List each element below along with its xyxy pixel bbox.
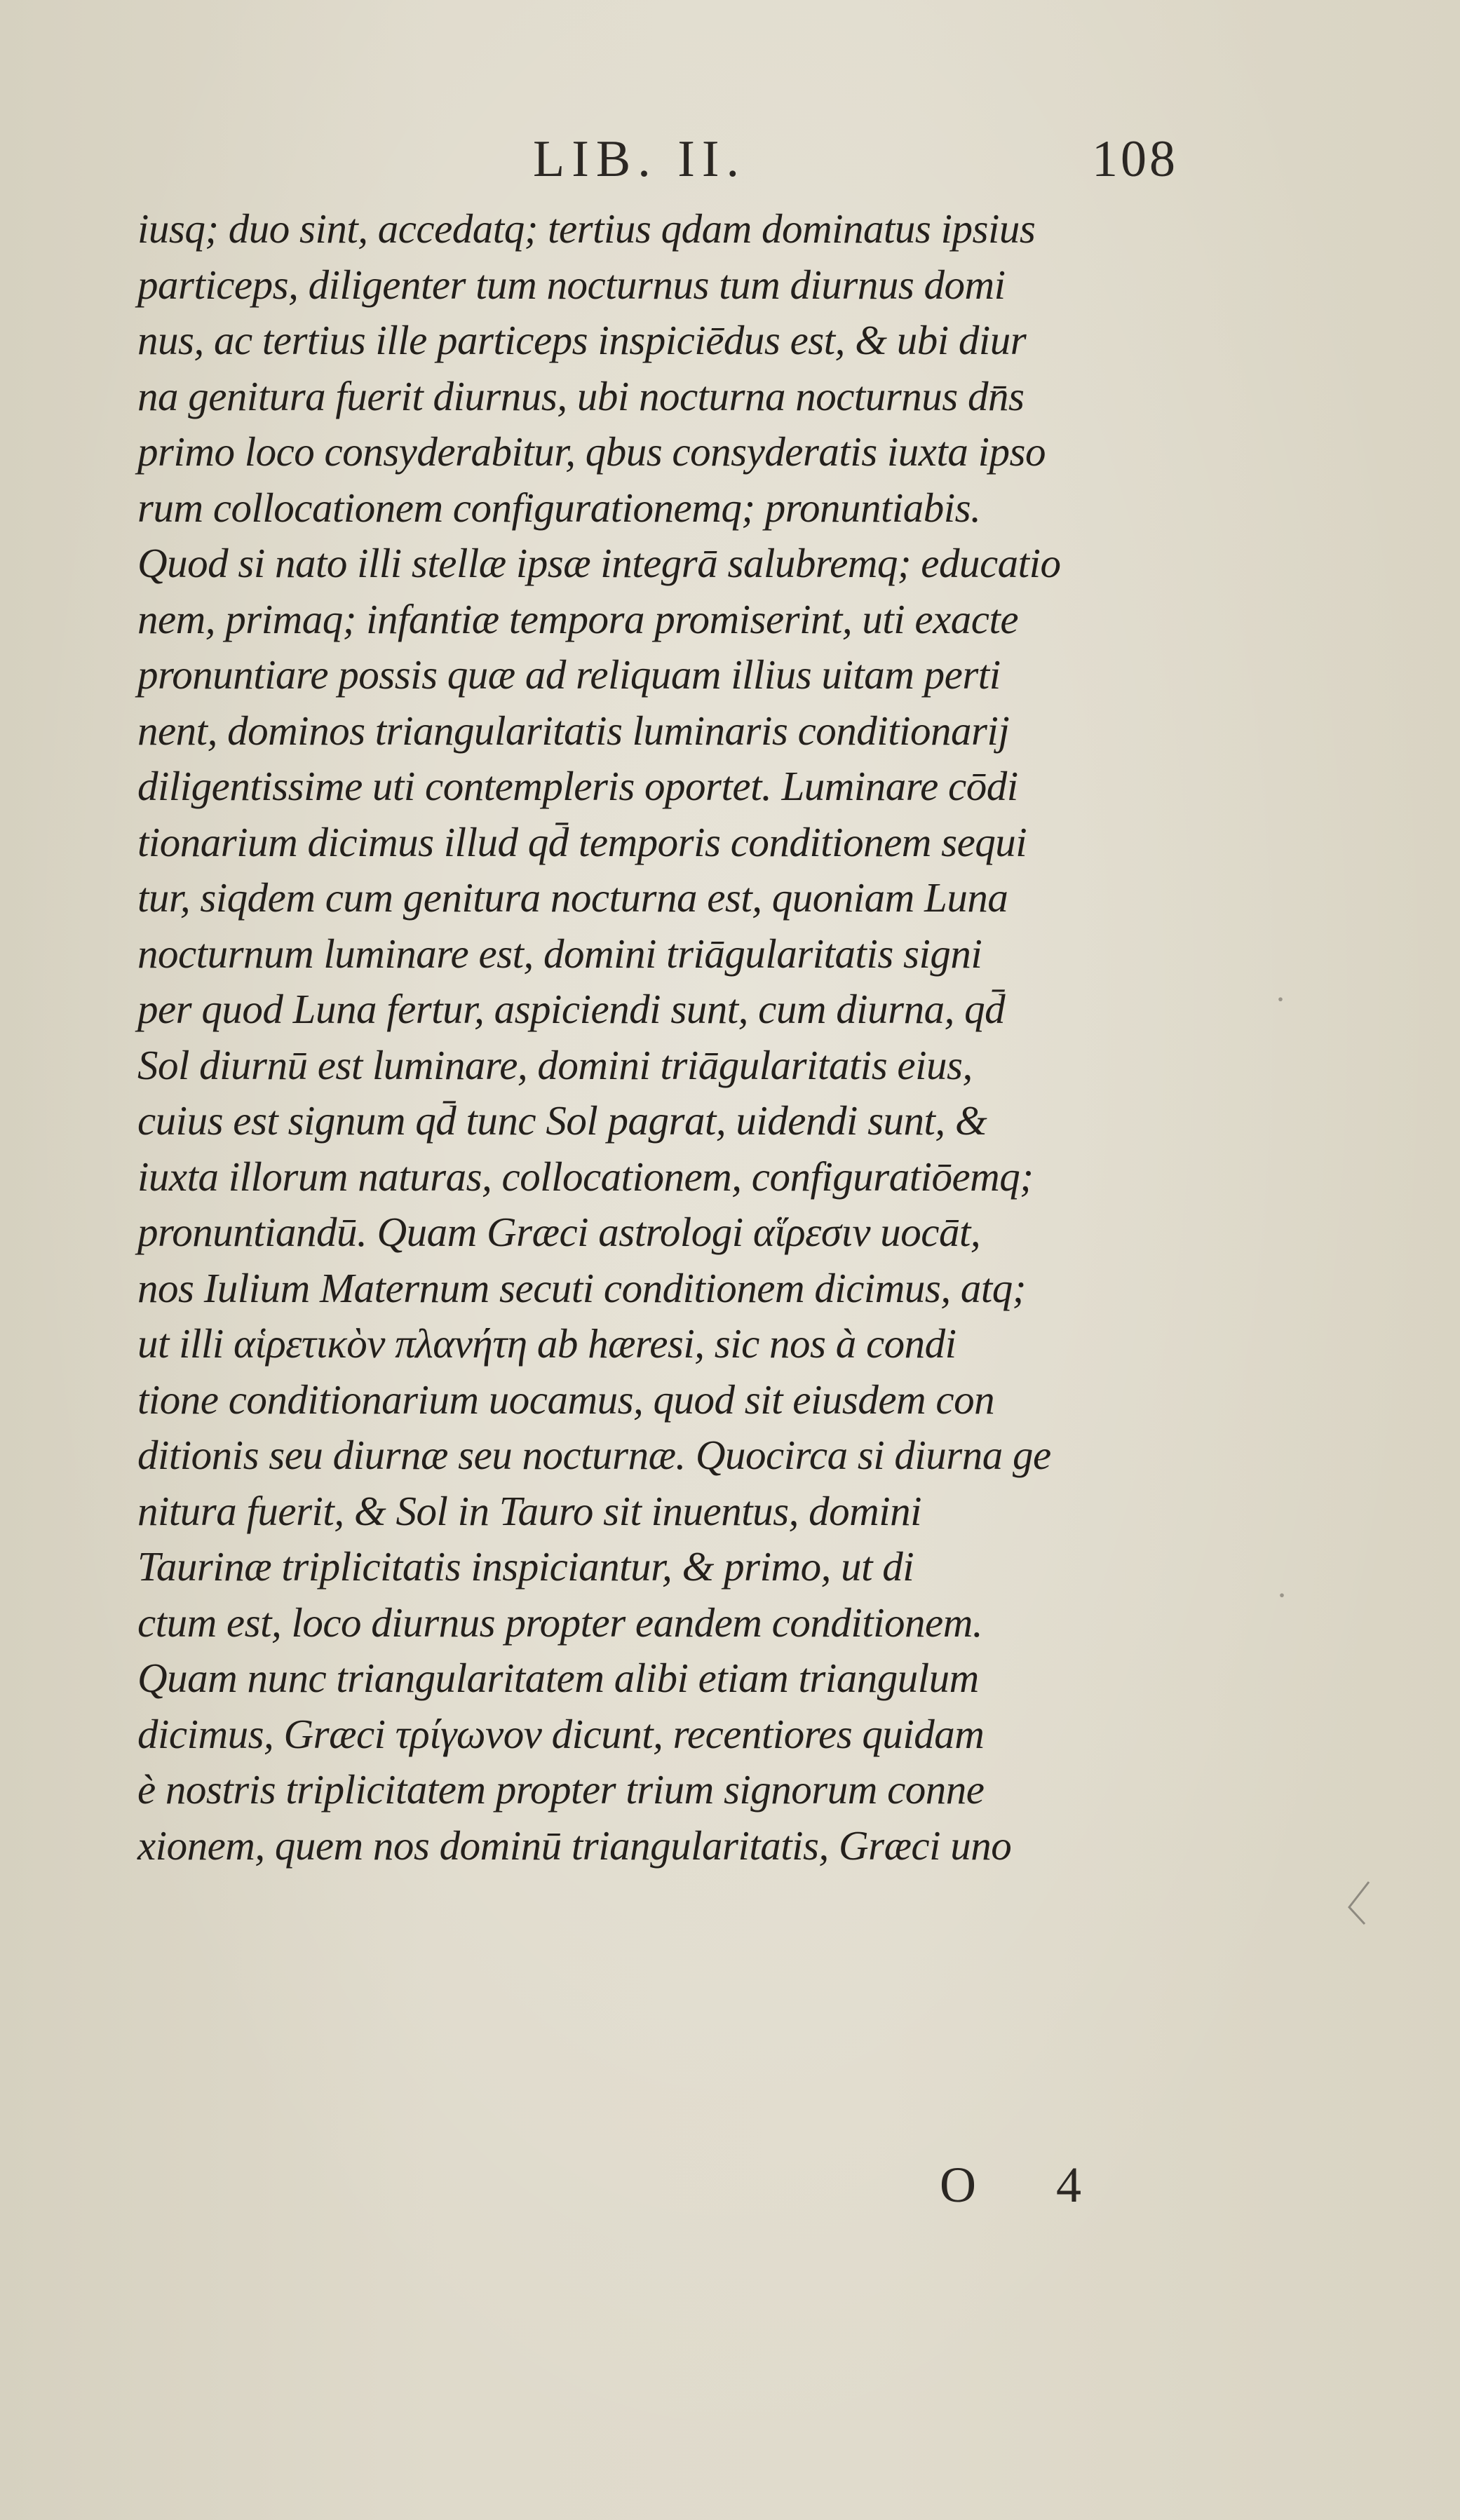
text-line: nos Iulium Maternum secuti conditionem dicimus, atq; [137,1264,1026,1311]
text-line: Sol diurnū est luminare, domini triāgularitatis eius, [137,1041,973,1088]
text-line: xionem, quem nos dominū triangularitatis, Græci uno [137,1822,1012,1869]
text-line: Taurinæ triplicitatis inspiciantur, & primo, ut di [137,1543,914,1590]
text-line: pronuntiandū. Quam Græci astrologi αἵρεσιν uocāt, [137,1209,981,1255]
page-number: 108 [1092,130,1178,188]
text-line: na genitura fuerit diurnus, ubi nocturna nocturnus dn̄s [137,372,1025,419]
text-line: rum collocationem configurationemq; pronuntiabis. [137,484,981,531]
page-header [533,130,1178,207]
text-line: pronuntiare possis quæ ad reliquam illius uitam perti [137,651,1001,698]
text-line: tur, siqdem cum genitura nocturna est, quoniam Luna [137,874,1008,921]
text-line: tionarium dicimus illud qd̄ temporis conditionem sequi [137,818,1027,865]
body-text [137,201,1238,1874]
text-line: nent, dominos triangularitatis luminaris conditionarij [137,707,1010,754]
text-line: ctum est, loco diurnus propter eandem conditionem. [137,1599,983,1646]
signature-mark: O 4 [940,2157,1115,2213]
text-line: nem, primaq; infantiæ tempora promiserint, uti exacte [137,595,1019,642]
text-line: nitura fuerit, & Sol in Tauro sit inuentus, domini [137,1487,921,1534]
text-line: ditionis seu diurnæ seu nocturnæ. Quocirca si diurna ge [137,1432,1051,1478]
text-line: nus, ac tertius ille particeps inspiciēdus est, & ubi diur [137,317,1027,363]
text-line: Quod si nato illi stellæ ipsæ integrā salubremq; educatio [137,540,1061,586]
text-line: per quod Luna fertur, aspiciendi sunt, cum diurna, qd̄ [137,986,1006,1032]
text-line: diligentissime uti contempleris oportet. Luminare cōdi [137,763,1018,809]
text-line: dicimus, Græci τρίγωνον dicunt, recentiores quidam [137,1710,985,1757]
text-line: iusq; duo sint, accedatq; tertius qdam dominatus ipsius [137,205,1036,252]
text-line: tione conditionarium uocamus, quod sit eiusdem con [137,1376,995,1423]
margin-annotation-mark: · [1275,981,1286,1018]
margin-annotation-mark: · [1276,1577,1287,1614]
text-line: iuxta illorum naturas, collocationem, configuratiōemq; [137,1153,1034,1200]
text-line: è nostris triplicitatem propter trium signorum conne [137,1766,985,1813]
text-line: primo loco consyderabitur, qbus consyderatis iuxta ipso [137,428,1046,475]
text-line: ut illi αἱρετικὸν πλανήτη ab hæresi, sic nos à condi [137,1320,957,1367]
running-head: LIB. II. [533,130,746,188]
text-line: Quam nunc triangularitatem alibi etiam triangulum [137,1655,979,1701]
margin-stroke-mark [1345,1879,1373,1928]
text-line: particeps, diligenter tum nocturnus tum diurnus domi [137,261,1006,308]
text-line: nocturnum luminare est, domini triāgularitatis signi [137,930,982,977]
text-line: cuius est signum qd̄ tunc Sol pagrat, uidendi sunt, & [137,1097,987,1144]
